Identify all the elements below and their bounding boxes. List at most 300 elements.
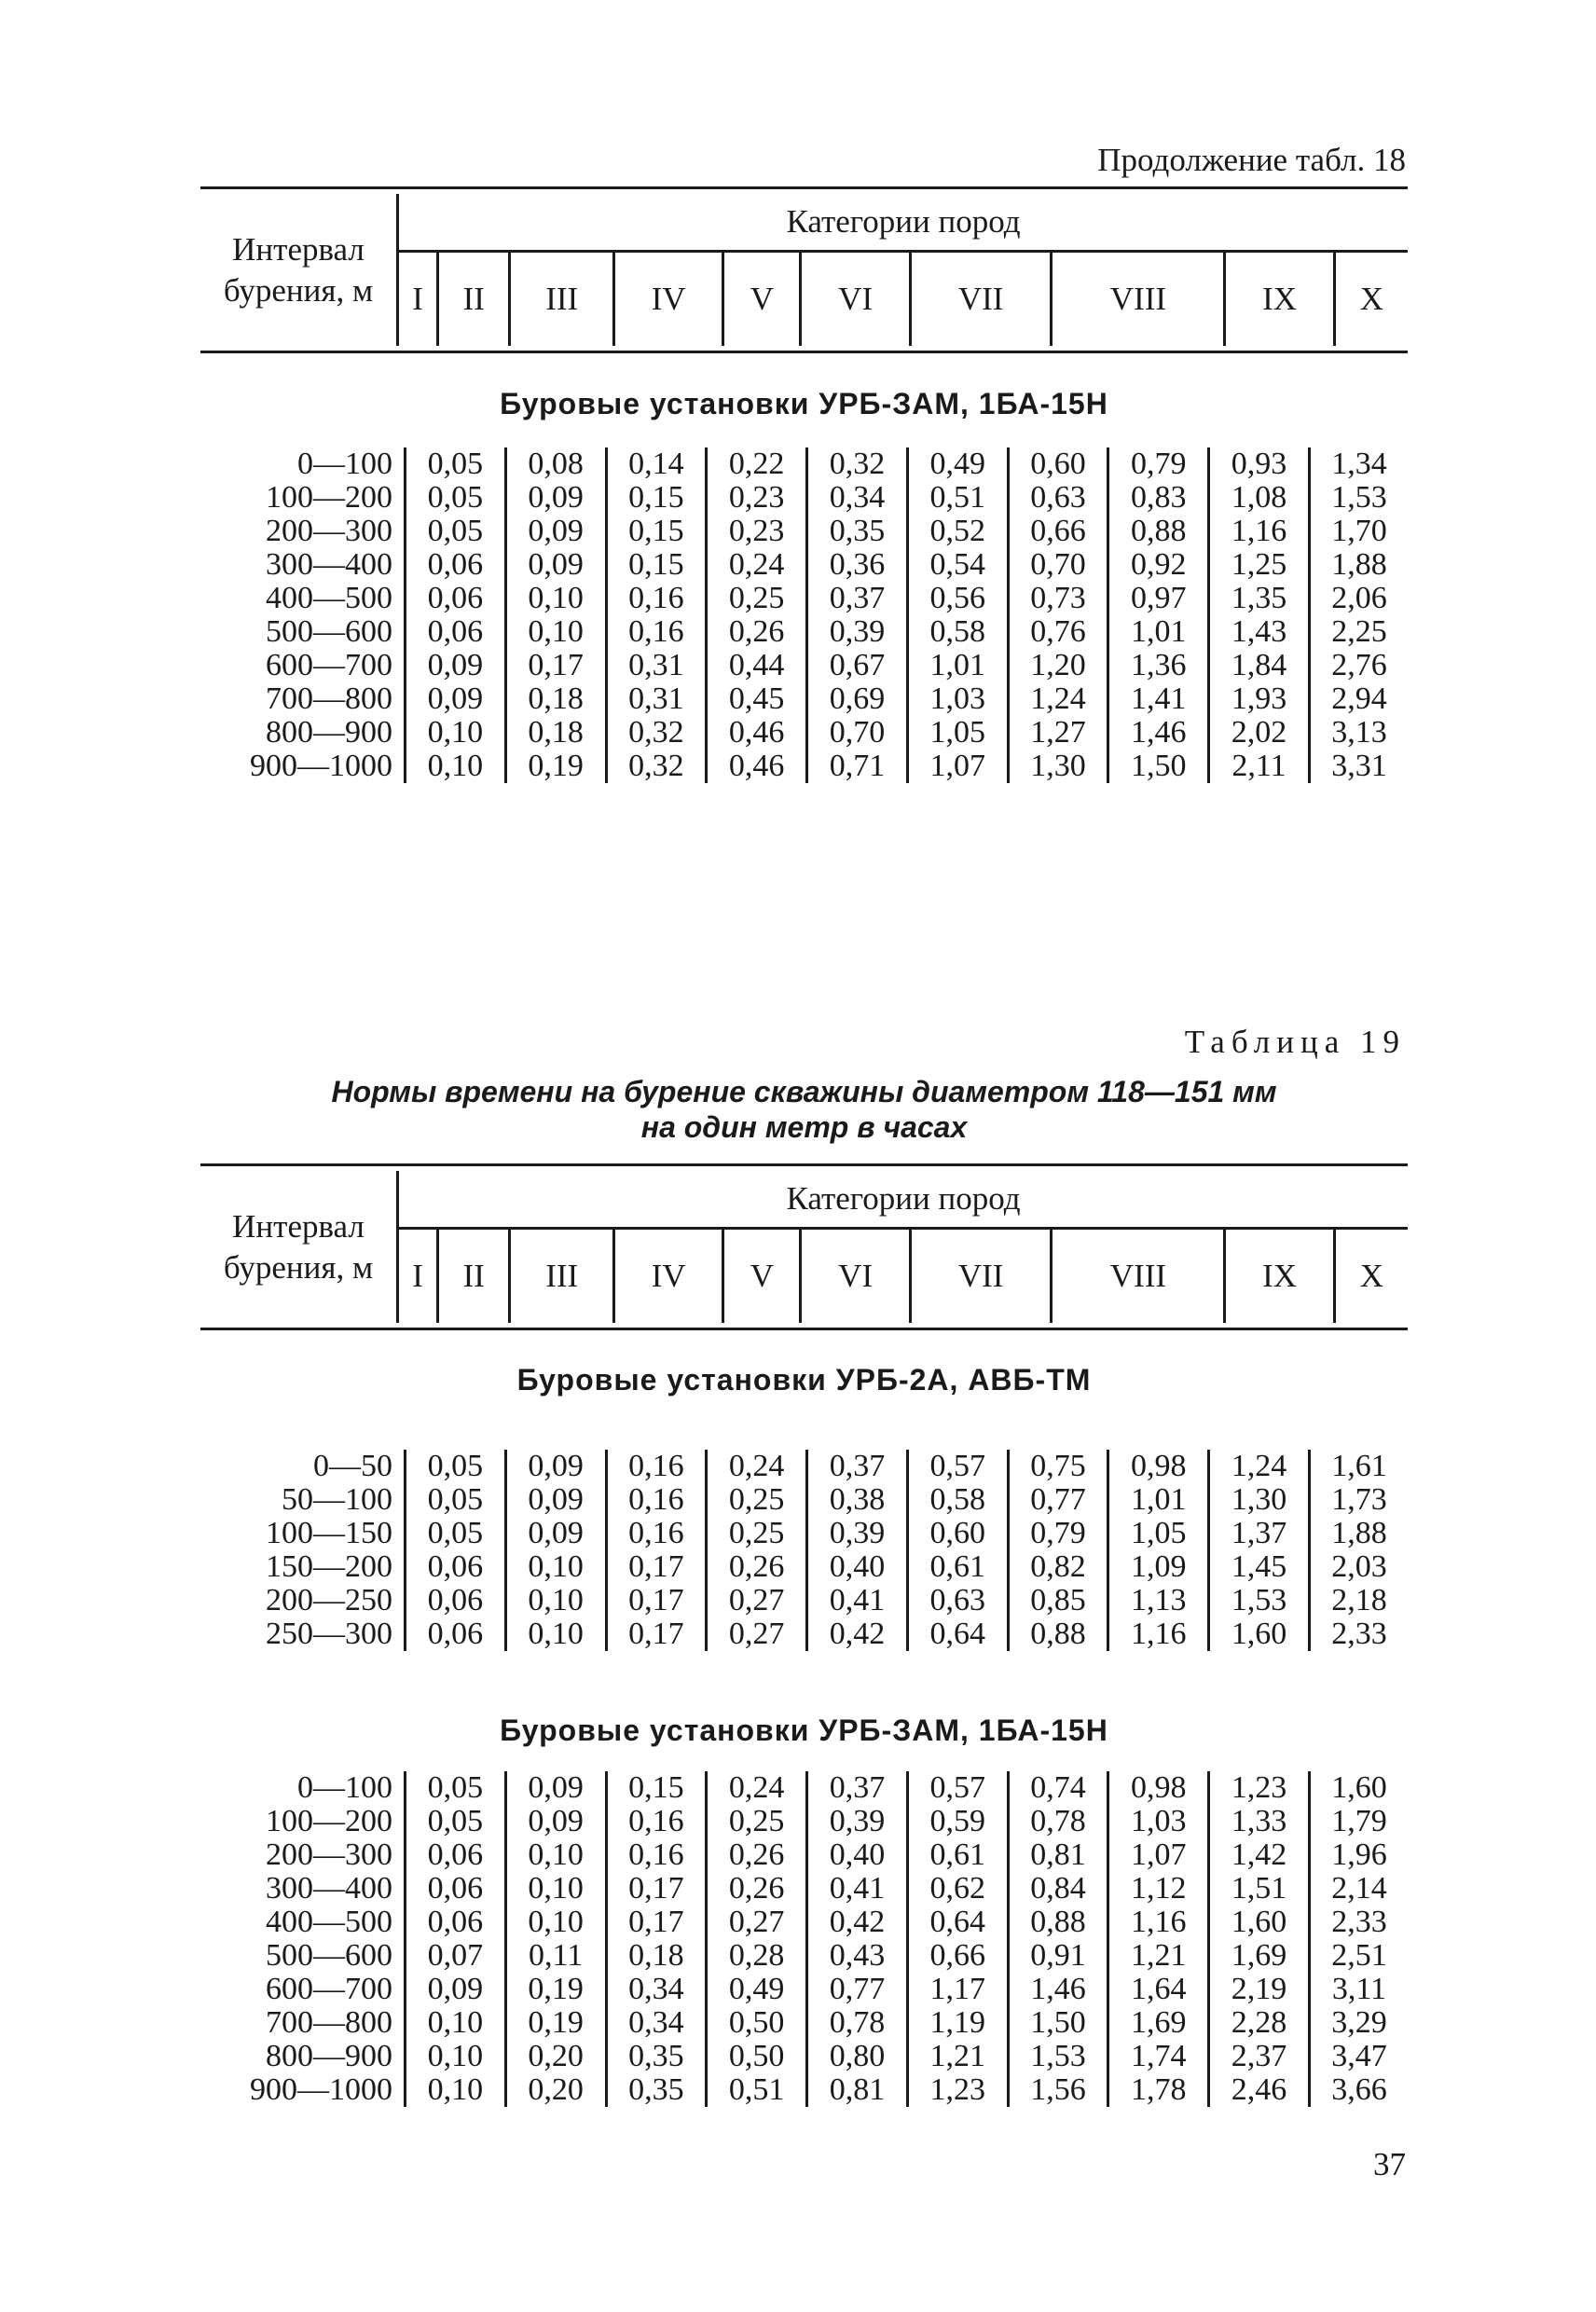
value-cell: 0,28	[707, 1939, 807, 1973]
interval-cell: 150—200	[200, 1550, 406, 1584]
value-cell: 0,32	[807, 447, 908, 481]
value-cell: 0,32	[606, 716, 707, 750]
value-cell: 1,07	[1108, 1838, 1209, 1872]
value-cell: 0,09	[505, 1450, 606, 1483]
interval-cell: 0—50	[200, 1450, 406, 1483]
value-cell: 0,24	[707, 548, 807, 582]
value-cell: 0,58	[907, 615, 1008, 649]
value-cell: 0,16	[606, 1517, 707, 1550]
value-cell: 0,59	[907, 1805, 1008, 1838]
value-cell: 0,61	[907, 1550, 1008, 1584]
table-row	[200, 1483, 1408, 1517]
value-cell: 0,25	[707, 582, 807, 615]
value-cell: 0,23	[707, 481, 807, 515]
value-cell: 1,88	[1309, 1517, 1408, 1550]
col-header: V	[723, 252, 801, 347]
col-header: VIII	[1052, 1229, 1225, 1324]
value-cell: 0,66	[907, 1939, 1008, 1973]
value-cell: 0,41	[807, 1584, 908, 1617]
table-row	[200, 750, 1408, 783]
value-cell: 0,06	[427, 1583, 484, 1617]
value-cell: 3,11	[1309, 1973, 1408, 2006]
value-cell: 0,09	[427, 648, 484, 682]
value-cell: 0,05	[427, 1449, 484, 1483]
interval-cell: 500—600	[200, 615, 406, 649]
value-cell: 1,25	[1209, 548, 1310, 582]
value-cell: 3,31	[1309, 750, 1408, 783]
value-cell: 1,93	[1209, 682, 1310, 716]
value-cell: 0,05	[427, 480, 484, 515]
value-cell: 0,64	[907, 1906, 1008, 1939]
value-cell: 0,70	[1008, 548, 1108, 582]
value-cell: 0,51	[907, 481, 1008, 515]
interval-cell: 200—250	[200, 1584, 406, 1617]
value-cell: 1,41	[1108, 682, 1209, 716]
value-cell: 0,09	[505, 1517, 606, 1550]
value-cell: 1,78	[1108, 2073, 1209, 2107]
interval-cell: 400—500	[200, 582, 406, 615]
value-cell: 3,13	[1309, 716, 1408, 750]
value-cell: 0,97	[1108, 582, 1209, 615]
value-cell: 2,51	[1309, 1939, 1408, 1973]
value-cell: 0,35	[606, 2040, 707, 2073]
value-cell: 0,63	[907, 1584, 1008, 1617]
value-cell: 0,22	[707, 447, 807, 481]
table-row	[200, 1872, 1408, 1906]
value-cell: 0,52	[907, 515, 1008, 548]
value-cell: 1,88	[1309, 548, 1408, 582]
value-cell: 0,25	[707, 1483, 807, 1517]
value-cell: 1,21	[907, 2040, 1008, 2073]
value-cell: 0,16	[606, 1450, 707, 1483]
value-cell: 0,26	[707, 1872, 807, 1906]
value-cell: 0,78	[1008, 1805, 1108, 1838]
value-cell: 1,03	[907, 682, 1008, 716]
col-header: IV	[613, 1229, 722, 1324]
value-cell: 0,81	[1008, 1838, 1108, 1872]
value-cell: 1,23	[1209, 1771, 1310, 1805]
value-cell: 1,17	[907, 1973, 1008, 2006]
value-cell: 0,06	[427, 547, 484, 582]
value-cell: 0,18	[505, 682, 606, 716]
value-cell: 0,16	[606, 1838, 707, 1872]
value-cell: 0,11	[505, 1939, 606, 1973]
value-cell: 1,70	[1309, 515, 1408, 548]
table-label: Таблица 19	[1184, 1024, 1406, 1060]
value-cell: 0,10	[505, 1617, 606, 1651]
value-cell: 1,20	[1008, 649, 1108, 682]
value-cell: 0,98	[1108, 1450, 1209, 1483]
value-cell: 0,56	[907, 582, 1008, 615]
value-cell: 0,44	[707, 649, 807, 682]
value-cell: 0,81	[807, 2073, 908, 2107]
table-row	[200, 2040, 1408, 2073]
value-cell: 0,88	[1108, 515, 1209, 548]
value-cell: 0,25	[707, 1805, 807, 1838]
value-cell: 0,31	[606, 682, 707, 716]
interval-cell: 700—800	[200, 682, 406, 716]
value-cell: 0,19	[505, 750, 606, 783]
value-cell: 1,01	[1108, 615, 1209, 649]
interval-cell: 600—700	[200, 649, 406, 682]
table18-header-bottom-rule	[200, 351, 1408, 353]
value-cell: 0,08	[505, 447, 606, 481]
col-header: III	[510, 252, 614, 347]
value-cell: 2,18	[1309, 1584, 1408, 1617]
value-cell: 0,36	[807, 548, 908, 582]
value-cell: 1,03	[1108, 1805, 1209, 1838]
value-cell: 0,16	[606, 1805, 707, 1838]
interval-header: Интервал бурения, м	[200, 1171, 398, 1323]
value-cell: 2,14	[1309, 1872, 1408, 1906]
col-header: VI	[801, 252, 910, 347]
value-cell: 2,11	[1209, 750, 1310, 783]
value-cell: 1,13	[1108, 1584, 1209, 1617]
value-cell: 0,93	[1209, 447, 1310, 481]
value-cell: 0,06	[427, 1617, 484, 1651]
col-header: I	[412, 281, 423, 317]
value-cell: 0,15	[606, 548, 707, 582]
value-cell: 0,63	[1008, 481, 1108, 515]
value-cell: 1,69	[1108, 2006, 1209, 2040]
col-header: IV	[613, 252, 722, 347]
table-row	[200, 682, 1408, 716]
col-header: VII	[910, 252, 1052, 347]
value-cell: 0,34	[606, 1973, 707, 2006]
value-cell: 1,61	[1309, 1450, 1408, 1483]
table-row	[200, 2006, 1408, 2040]
col-header: IX	[1225, 1229, 1334, 1324]
interval-cell: 100—200	[200, 481, 406, 515]
value-cell: 0,61	[907, 1838, 1008, 1872]
value-cell: 1,12	[1108, 1872, 1209, 1906]
table-caption: Нормы времени на бурение скважины диаметром 118—151 мм на один метр в часах	[331, 1075, 1277, 1144]
value-cell: 0,51	[707, 2073, 807, 2107]
value-cell: 1,07	[907, 750, 1008, 783]
value-cell: 0,92	[1108, 548, 1209, 582]
value-cell: 0,58	[907, 1483, 1008, 1517]
table-row	[200, 1584, 1408, 1617]
value-cell: 0,49	[707, 1973, 807, 2006]
section-title: Буровые установки УРБ-ЗАМ, 1БА-15Н	[500, 1713, 1108, 1747]
value-cell: 1,50	[1108, 750, 1209, 783]
value-cell: 2,94	[1309, 682, 1408, 716]
value-cell: 0,82	[1008, 1550, 1108, 1584]
col-header: V	[723, 1229, 801, 1324]
value-cell: 0,79	[1108, 447, 1209, 481]
interval-cell: 0—100	[200, 1771, 406, 1805]
value-cell: 0,46	[707, 716, 807, 750]
value-cell: 1,43	[1209, 615, 1310, 649]
value-cell: 1,30	[1008, 750, 1108, 783]
value-cell: 0,09	[505, 1483, 606, 1517]
value-cell: 0,05	[427, 514, 484, 548]
value-cell: 2,33	[1309, 1617, 1408, 1651]
value-cell: 1,21	[1108, 1939, 1209, 1973]
value-cell: 1,19	[907, 2006, 1008, 2040]
value-cell: 0,07	[427, 1938, 484, 1973]
categories-header: Категории пород	[398, 1171, 1409, 1229]
table19-section2-body	[200, 1771, 1408, 2107]
value-cell: 2,06	[1309, 582, 1408, 615]
value-cell: 0,09	[427, 681, 484, 716]
value-cell: 0,19	[505, 2006, 606, 2040]
value-cell: 1,56	[1008, 2073, 1108, 2107]
value-cell: 1,01	[1108, 1483, 1209, 1517]
table-row	[200, 716, 1408, 750]
value-cell: 0,25	[707, 1517, 807, 1550]
col-header: III	[510, 1229, 614, 1324]
value-cell: 0,06	[427, 614, 484, 649]
value-cell: 1,16	[1108, 1906, 1209, 1939]
value-cell: 1,16	[1108, 1617, 1209, 1651]
value-cell: 3,29	[1309, 2006, 1408, 2040]
table-row	[200, 615, 1408, 649]
value-cell: 0,41	[807, 1872, 908, 1906]
table-row	[200, 1617, 1408, 1651]
value-cell: 0,85	[1008, 1584, 1108, 1617]
table19-header	[200, 1171, 1408, 1323]
table19-header-bottom-rule	[200, 1328, 1408, 1330]
interval-cell: 50—100	[200, 1483, 406, 1517]
table-row	[200, 1906, 1408, 1939]
table-row	[200, 1450, 1408, 1483]
value-cell: 0,10	[505, 1838, 606, 1872]
value-cell: 0,10	[505, 1906, 606, 1939]
value-cell: 0,77	[807, 1973, 908, 2006]
value-cell: 0,10	[505, 1584, 606, 1617]
value-cell: 0,17	[606, 1584, 707, 1617]
interval-cell: 300—400	[200, 548, 406, 582]
value-cell: 1,45	[1209, 1550, 1310, 1584]
value-cell: 0,20	[505, 2040, 606, 2073]
value-cell: 2,76	[1309, 649, 1408, 682]
value-cell: 0,06	[427, 1871, 484, 1906]
interval-cell: 200—300	[200, 515, 406, 548]
value-cell: 0,09	[505, 515, 606, 548]
section-title: Буровые установки УРБ-2А, АВБ-ТМ	[516, 1363, 1092, 1397]
value-cell: 1,73	[1309, 1483, 1408, 1517]
value-cell: 0,80	[807, 2040, 908, 2073]
interval-cell: 600—700	[200, 1973, 406, 2006]
value-cell: 0,10	[427, 749, 484, 783]
col-header: VII	[910, 1229, 1052, 1324]
value-cell: 0,39	[807, 1517, 908, 1550]
value-cell: 0,34	[807, 481, 908, 515]
value-cell: 0,42	[807, 1617, 908, 1651]
value-cell: 0,40	[807, 1550, 908, 1584]
interval-cell: 0—100	[200, 447, 406, 481]
value-cell: 0,66	[1008, 515, 1108, 548]
value-cell: 0,40	[807, 1838, 908, 1872]
value-cell: 1,50	[1008, 2006, 1108, 2040]
table-row	[200, 1838, 1408, 1872]
value-cell: 0,27	[707, 1617, 807, 1651]
value-cell: 1,09	[1108, 1550, 1209, 1584]
section-title: Буровые установки УРБ-ЗАМ, 1БА-15Н	[500, 387, 1108, 420]
interval-cell: 200—300	[200, 1838, 406, 1872]
value-cell: 0,60	[1008, 447, 1108, 481]
value-cell: 0,16	[606, 1483, 707, 1517]
interval-cell: 700—800	[200, 2006, 406, 2040]
categories-header: Категории пород	[398, 194, 1409, 252]
value-cell: 0,10	[427, 2072, 484, 2107]
table-row	[200, 1973, 1408, 2006]
table-row	[200, 515, 1408, 548]
value-cell: 0,31	[606, 649, 707, 682]
value-cell: 0,46	[707, 750, 807, 783]
interval-cell: 100—150	[200, 1517, 406, 1550]
continuation-label: Продолжение табл. 18	[1097, 142, 1406, 178]
value-cell: 1,16	[1209, 515, 1310, 548]
value-cell: 1,60	[1209, 1906, 1310, 1939]
value-cell: 0,83	[1108, 481, 1209, 515]
value-cell: 1,30	[1209, 1483, 1310, 1517]
value-cell: 1,46	[1008, 1973, 1108, 2006]
value-cell: 1,96	[1309, 1838, 1408, 1872]
value-cell: 0,43	[807, 1939, 908, 1973]
table-row	[200, 1517, 1408, 1550]
value-cell: 0,09	[427, 1972, 484, 2006]
table-row	[200, 2073, 1408, 2107]
value-cell: 2,37	[1209, 2040, 1310, 2073]
value-cell: 1,05	[1108, 1517, 1209, 1550]
value-cell: 0,67	[807, 649, 908, 682]
value-cell: 1,36	[1108, 649, 1209, 682]
value-cell: 0,14	[606, 447, 707, 481]
col-header: VI	[801, 1229, 910, 1324]
col-header: X	[1334, 1229, 1408, 1324]
value-cell: 0,09	[505, 1771, 606, 1805]
value-cell: 1,33	[1209, 1805, 1310, 1838]
table18-top-rule	[200, 186, 1408, 189]
value-cell: 0,24	[707, 1450, 807, 1483]
value-cell: 1,74	[1108, 2040, 1209, 2073]
value-cell: 3,66	[1309, 2073, 1408, 2107]
value-cell: 0,19	[505, 1973, 606, 2006]
value-cell: 0,16	[606, 615, 707, 649]
value-cell: 2,28	[1209, 2006, 1310, 2040]
value-cell: 1,69	[1209, 1939, 1310, 1973]
table-row	[200, 582, 1408, 615]
value-cell: 0,42	[807, 1906, 908, 1939]
value-cell: 0,50	[707, 2040, 807, 2073]
value-cell: 0,34	[606, 2006, 707, 2040]
value-cell: 0,26	[707, 1838, 807, 1872]
value-cell: 0,57	[907, 1771, 1008, 1805]
value-cell: 3,47	[1309, 2040, 1408, 2073]
page-number: 37	[1373, 2146, 1406, 2182]
value-cell: 1,84	[1209, 649, 1310, 682]
value-cell: 2,33	[1309, 1906, 1408, 1939]
interval-cell: 100—200	[200, 1805, 406, 1838]
value-cell: 0,39	[807, 1805, 908, 1838]
interval-cell: 900—1000	[200, 750, 406, 783]
value-cell: 0,15	[606, 1771, 707, 1805]
value-cell: 0,88	[1008, 1906, 1108, 1939]
interval-cell: 500—600	[200, 1939, 406, 1973]
value-cell: 0,78	[807, 2006, 908, 2040]
value-cell: 0,17	[606, 1617, 707, 1651]
value-cell: 0,88	[1008, 1617, 1108, 1651]
value-cell: 0,09	[505, 548, 606, 582]
value-cell: 2,03	[1309, 1550, 1408, 1584]
value-cell: 0,37	[807, 1771, 908, 1805]
value-cell: 0,06	[427, 1549, 484, 1584]
value-cell: 1,24	[1008, 682, 1108, 716]
table-row	[200, 1771, 1408, 1805]
value-cell: 2,19	[1209, 1973, 1310, 2006]
value-cell: 1,42	[1209, 1838, 1310, 1872]
value-cell: 1,46	[1108, 716, 1209, 750]
interval-cell: 400—500	[200, 1906, 406, 1939]
value-cell: 2,46	[1209, 2073, 1310, 2107]
value-cell: 1,34	[1309, 447, 1408, 481]
value-cell: 0,05	[427, 1804, 484, 1838]
value-cell: 0,09	[505, 1805, 606, 1838]
value-cell: 0,70	[807, 716, 908, 750]
value-cell: 1,53	[1309, 481, 1408, 515]
value-cell: 0,10	[505, 1872, 606, 1906]
value-cell: 1,05	[907, 716, 1008, 750]
value-cell: 0,10	[427, 715, 484, 750]
value-cell: 1,27	[1008, 716, 1108, 750]
col-header: X	[1334, 252, 1408, 347]
table-row	[200, 1805, 1408, 1838]
value-cell: 0,05	[427, 447, 484, 481]
value-cell: 1,79	[1309, 1805, 1408, 1838]
value-cell: 0,17	[606, 1906, 707, 1939]
value-cell: 1,08	[1209, 481, 1310, 515]
value-cell: 0,54	[907, 548, 1008, 582]
value-cell: 0,26	[707, 615, 807, 649]
value-cell: 0,84	[1008, 1872, 1108, 1906]
col-header: VIII	[1052, 252, 1225, 347]
value-cell: 0,10	[427, 2039, 484, 2073]
col-header: IX	[1225, 252, 1334, 347]
table-row	[200, 481, 1408, 515]
value-cell: 0,20	[505, 2073, 606, 2107]
col-header: II	[438, 252, 510, 347]
col-header: II	[438, 1229, 510, 1324]
value-cell: 0,37	[807, 1450, 908, 1483]
col-header: I	[412, 1258, 423, 1294]
table18-body	[200, 447, 1408, 783]
interval-header: Интервал бурения, м	[200, 194, 398, 346]
value-cell: 0,16	[606, 582, 707, 615]
value-cell: 0,10	[505, 582, 606, 615]
value-cell: 1,53	[1209, 1584, 1310, 1617]
table-row	[200, 649, 1408, 682]
value-cell: 0,49	[907, 447, 1008, 481]
value-cell: 0,98	[1108, 1771, 1209, 1805]
value-cell: 0,79	[1008, 1517, 1108, 1550]
value-cell: 0,60	[907, 1517, 1008, 1550]
value-cell: 0,18	[606, 1939, 707, 1973]
value-cell: 0,32	[606, 750, 707, 783]
value-cell: 0,39	[807, 615, 908, 649]
interval-cell: 250—300	[200, 1617, 406, 1651]
value-cell: 1,64	[1108, 1973, 1209, 2006]
value-cell: 0,05	[427, 1482, 484, 1517]
value-cell: 1,53	[1008, 2040, 1108, 2073]
value-cell: 0,37	[807, 582, 908, 615]
value-cell: 0,75	[1008, 1450, 1108, 1483]
value-cell: 0,69	[807, 682, 908, 716]
value-cell: 0,23	[707, 515, 807, 548]
interval-cell: 300—400	[200, 1872, 406, 1906]
value-cell: 1,60	[1209, 1617, 1310, 1651]
